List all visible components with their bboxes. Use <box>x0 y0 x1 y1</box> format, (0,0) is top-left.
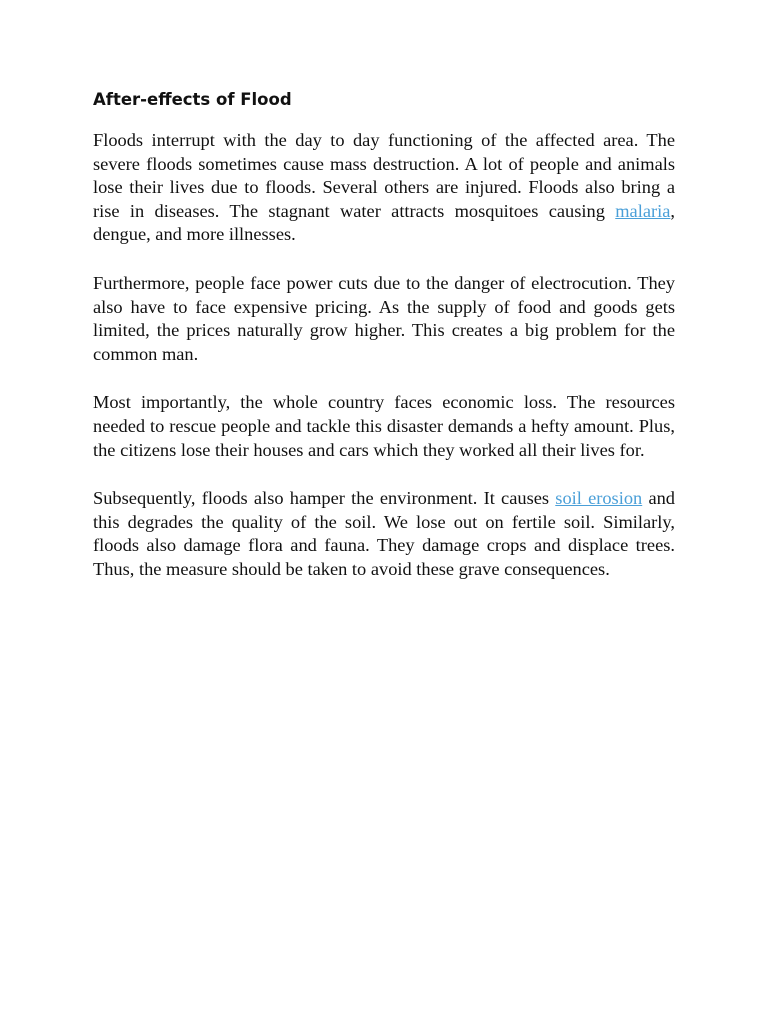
document-body <box>93 88 675 607</box>
malaria-link[interactable]: malaria <box>615 200 671 221</box>
paragraph-text: and this degrades the quality of the soil. We lose out on fertile soil. Similarly, floods also damage flora and fauna. They damage crops and displace trees. Thus, the measure should be taken to avoid these grave consequences. <box>93 488 675 579</box>
paragraph-environment <box>93 487 675 581</box>
paragraph-health-effects <box>93 129 675 247</box>
paragraph-power-and-prices <box>93 272 675 366</box>
paragraph-economic-loss <box>93 391 675 462</box>
paragraph-text: Most importantly, the whole country faces economic loss. The resources needed to rescue people and tackle this disaster demands a hefty amount. Plus, the citizens lose their houses and cars which they worked all their lives for. <box>93 392 675 460</box>
page-title: After-effects of Flood <box>93 90 292 109</box>
soil-erosion-link[interactable]: soil erosion <box>555 488 643 509</box>
paragraph-text: , dengue, and more illnesses. <box>93 200 675 245</box>
paragraph-text: Floods interrupt with the day to day functioning of the affected area. The severe floods sometimes cause mass destruction. A lot of people and animals lose their lives due to floods. Several others are injured. Floods also bring a rise in diseases. The stagnant water attracts mosquitoes causing <box>93 130 675 221</box>
paragraph-text: Furthermore, people face power cuts due to the danger of electrocution. They also have to face expensive pricing. As the supply of food and goods gets limited, the prices naturally grow higher. This creates a big problem for the common man. <box>93 272 675 364</box>
paragraph-text: Subsequently, floods also hamper the environment. It causes <box>93 488 556 509</box>
